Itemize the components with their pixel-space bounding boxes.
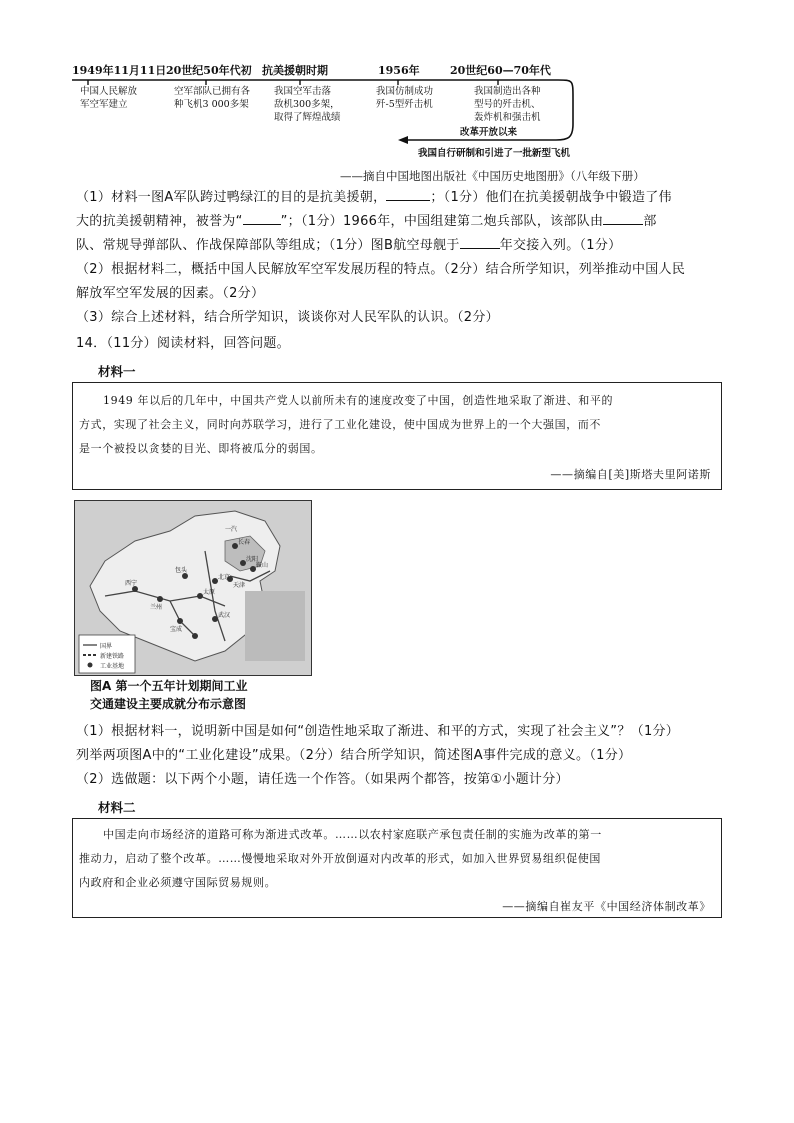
material-1-line3: 是一个被投以贪婪的目光、即将被瓜分的弱国。 <box>79 442 323 455</box>
map-place-7: 太原 <box>203 589 216 596</box>
q13-part1-line2: 大的抗美援朝精神，被誉为“ ”；（1分）1966年，中国组建第二炮兵部队，该部队由 部 <box>76 210 657 234</box>
q14-part1-line1: （1）根据材料一，说明新中国是如何“创造性地采取了渐进、和平的方式，实现了社会主义”？（1分） <box>76 724 680 739</box>
material-2-box <box>72 818 722 918</box>
china-map <box>75 501 311 675</box>
map-caption: 图A 第一个五年计划期间工业 交通建设主要成就分布示意图 <box>90 679 248 711</box>
timeline-year-2: 20世纪50年代初 <box>166 64 252 77</box>
map-place-6: 西宁 <box>125 580 138 587</box>
timeline-final-note: 我国自行研制和引进了一批新型飞机 <box>418 148 571 159</box>
map-place-2: 沈阳 <box>246 556 259 563</box>
timeline-note-1: 中国人民解放 军空军建立 <box>80 86 138 110</box>
timeline-reform-label: 改革开放以来 <box>460 127 518 138</box>
map-place-1: 长春 <box>238 539 251 546</box>
map-legend-3: 工业基地 <box>100 663 125 670</box>
timeline-year-5: 20世纪60—70年代 <box>450 64 551 77</box>
timeline-year-1: 1949年11月11日 <box>72 64 167 77</box>
material-1-box <box>72 382 722 490</box>
map-figure-a <box>74 500 312 676</box>
map-place-11: 一汽 <box>225 526 238 533</box>
material-2-line3: 内政府和企业必须遵守国际贸易规则。 <box>79 876 277 889</box>
timeline-year-3: 抗美援朝时期 <box>262 64 328 77</box>
q14-title: 14．（11分）阅读材料，回答问题。 <box>76 336 290 351</box>
q14-part1-line2: 列举两项图A中的“工业化建设”成果。（2分）结合所学知识，简述图A事件完成的意义。（1分） <box>76 748 632 763</box>
material-2-source: ——摘编自崔友平《中国经济体制改革》 <box>502 900 711 913</box>
map-place-10: 鞍山 <box>256 562 269 569</box>
map-place-12: 宝成 <box>170 626 183 633</box>
timeline-note-5: 我国制造出各种 型号的歼击机、 轰炸机和强击机 <box>474 86 541 123</box>
q13-part2-line1: （2）根据材料二，概括中国人民解放军空军发展历程的特点。（2分）结合所学知识，列举推动中国人民 <box>76 262 686 277</box>
q13-part2-line2: 解放军空军发展的因素。（2分） <box>76 286 265 301</box>
q13-part1-line3: 队、常规导弹部队、作战保障部队等组成；（1分）图B航空母舰于 年交接入列。（1分） <box>76 234 621 258</box>
q13-part1-line1: （1）材料一图A军队跨过鸭绿江的目的是抗美援朝， ；（1分）他们在抗美援朝战争中锻造了伟 <box>76 186 672 210</box>
timeline-year-4: 1956年 <box>378 64 420 77</box>
material-1-line2: 方式，实现了社会主义，同时向苏联学习，进行了工业化建设，使中国成为世界上的一个大强国，而不 <box>79 418 601 431</box>
answer-blank-1[interactable] <box>386 186 430 201</box>
map-legend-1: 国界 <box>100 643 113 650</box>
material-1-label: 材料一 <box>98 364 136 379</box>
timeline <box>68 58 588 168</box>
q14-part2: （2）选做题：以下两个小题，请任选一个作答。（如果两个都答，按第①小题计分） <box>76 772 569 787</box>
map-legend-2: 新建铁路 <box>100 653 125 660</box>
material-2-label: 材料二 <box>98 800 136 815</box>
timeline-source: ——摘自中国地图出版社《中国历史地图册》（八年级下册） <box>340 169 645 183</box>
material-2-line1: 中国走向市场经济的道路可称为渐进式改革。……以农村家庭联产承包责任制的实施为改革的第一 <box>103 828 602 841</box>
material-2-line2: 推动力，启动了整个改革。……慢慢地采取对外开放倒逼对内改革的形式，如加入世界贸易组织促使国 <box>79 852 601 865</box>
material-1-line1: 1949 年以后的几年中，中国共产党人以前所未有的速度改变了中国，创造性地采取了渐进、和平的 <box>103 394 614 407</box>
map-place-8: 武汉 <box>218 612 231 619</box>
map-place-5: 兰州 <box>150 604 163 611</box>
material-1-source: ——摘编自[美]斯塔夫里阿诺斯 <box>550 468 711 481</box>
timeline-note-2: 空军部队已拥有各 种飞机3 000多架 <box>174 86 251 110</box>
map-place-3: 北京 <box>218 574 231 581</box>
answer-blank-4[interactable] <box>460 234 500 249</box>
q13-part3: （3）综合上述材料，结合所学知识，谈谈你对人民军队的认识。（2分） <box>76 310 499 325</box>
timeline-note-3: 我国空军击落 敌机300多架， 取得了辉煌战绩 <box>274 86 341 123</box>
map-place-9: 天津 <box>233 582 246 589</box>
map-place-4: 包头 <box>175 567 188 574</box>
answer-blank-2[interactable] <box>243 210 281 225</box>
timeline-note-4: 我国仿制成功 歼-5型歼击机 <box>376 86 434 110</box>
answer-blank-3[interactable] <box>603 210 643 225</box>
